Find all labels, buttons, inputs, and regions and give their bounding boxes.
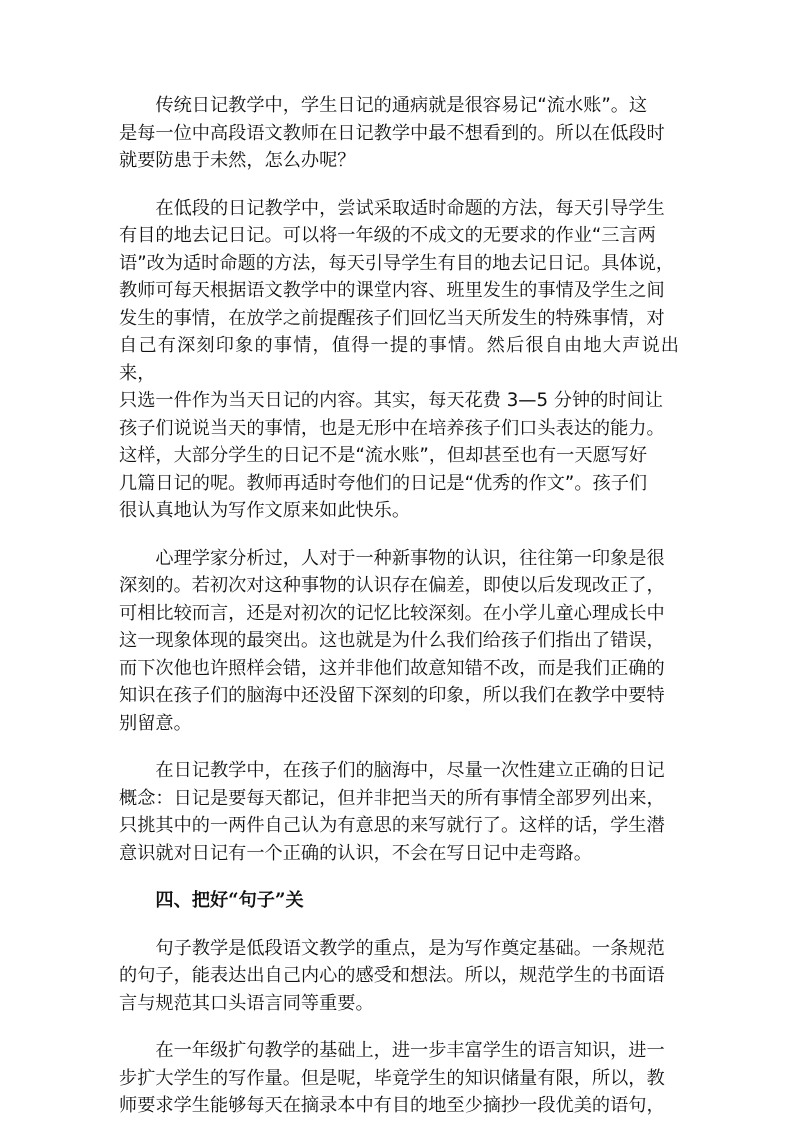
paragraph-timely-topics: 在低段的日记教学中，尝试采取适时命题的方法，每天引导学生 有目的地去记日记。可以将一年级的不成文的无要求的作业“三言两 语”改为适时命题的方法，每天引导学生有目的地去记日记。具体说， 教师可每天根据语文教学中的课堂内容、班里发生的事情及学生之间 发生的事情，在放学之前提醒孩子们回忆当天所发生的特殊事情，对 自己有深刻印象的事情，值得一提的事情。然后很自由地大声说出来， 只选一件作为当天日记的内容。其实，每天花费 3—5 分钟的时间让 孩子们说说当天的事情，也是无形中在培养孩子们口头表达的能力。 这样，大部分学生的日记不是“流水账”，但却甚至也有一天愿写好 几篇日记的呢。教师再适时夸他们的日记是“优秀的作文”。孩子们 很认真地认为写作文原来如此快乐。 — [119, 197, 679, 521]
section-heading: 四、把好“句子”关 — [155, 890, 304, 911]
paragraph-psychology: 心理学家分析过，人对于一种新事物的认识，往往第一印象是很 深刻的。若初次对这种事物的认识存在偏差，即使以后发现改正了， 可相比较而言，还是对初次的记忆比较深刻。在小学儿童心理成长中 这一现象体现的最突出。这也就是为什么我们给孩子们指出了错误， 而下次他也许照样会错，这并非他们故意知错不改，而是我们正确的 知识在孩子们的脑海中还没留下深刻的印象，所以我们在教学中要特 别留意。 — [119, 547, 665, 734]
paragraph-sentence-teaching: 句子教学是低段语文教学的重点，是为写作奠定基础。一条规范 的句子，能表达出自己内心的感受和想法。所以，规范学生的书面语 言与规范其口头语言同等重要。 — [119, 937, 665, 1014]
paragraph-diary-concept: 在日记教学中，在孩子们的脑海中，尽量一次性建立正确的日记 概念：日记是要每天都记，但并非把当天的所有事情全部罗列出来， 只挑其中的一两件自己认为有意思的来写就行了。这样的话，学生潜 意识就对日记有一个正确的认识，不会在写日记中走弯路。 — [119, 760, 665, 864]
document-body — [119, 92, 679, 1140]
paragraph-extended-writing: 在一年级扩句教学的基础上，进一步丰富学生的语言知识，进一 步扩大学生的写作量。但是呢，毕竟学生的知识储量有限，所以，教 师要求学生能够每天在摘录本中有目的地至少摘抄一段优美的语句， — [119, 1040, 665, 1116]
paragraph-diary-problem: 传统日记教学中，学生日记的通病就是很容易记“流水账”。这 是每一位中高段语文教师在日记教学中最不想看到的。所以在低段时 就要防患于未然，怎么办呢？ — [119, 95, 665, 171]
